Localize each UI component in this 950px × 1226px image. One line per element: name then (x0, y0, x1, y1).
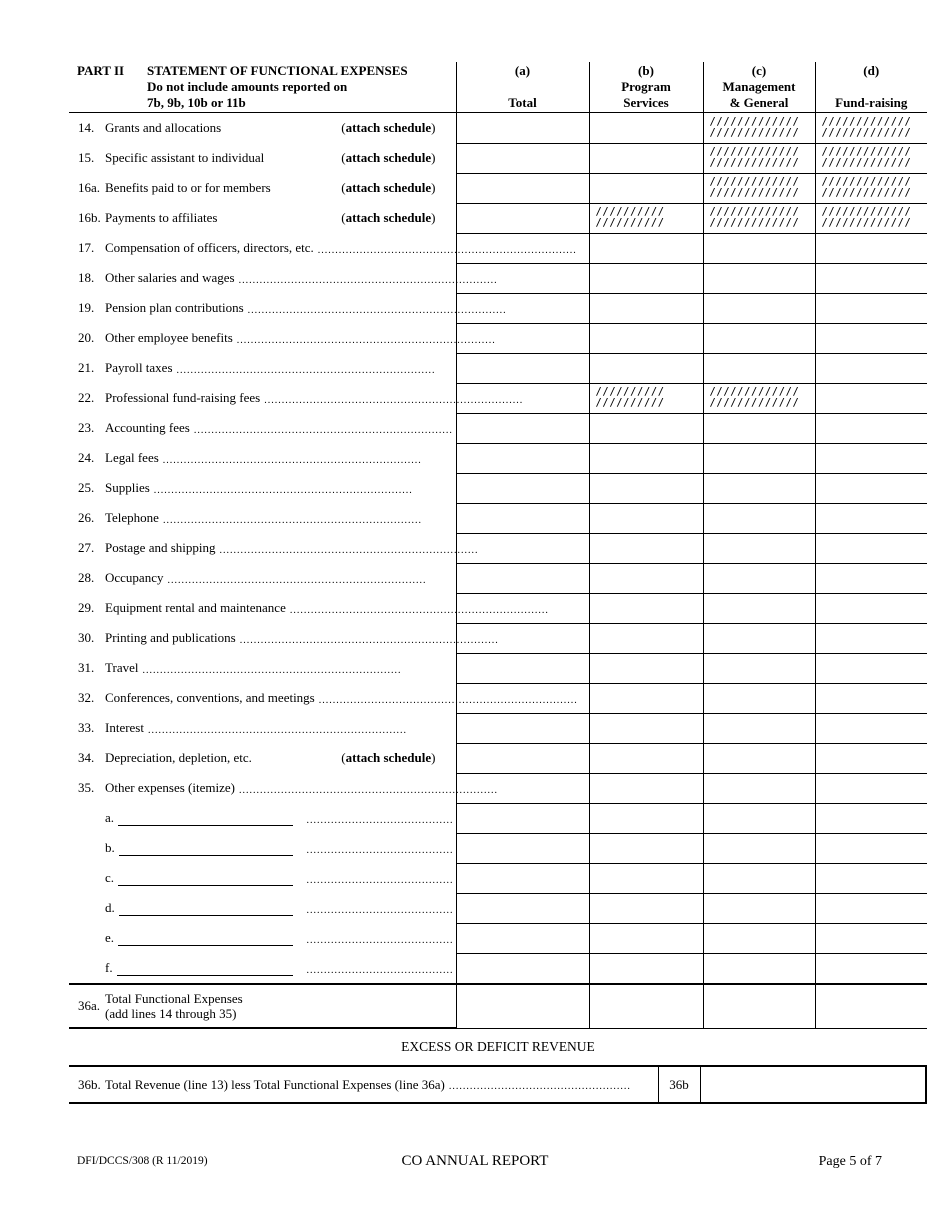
leader-dots: .......................................................................... (318, 694, 578, 706)
program-services-amount-input[interactable] (589, 803, 703, 833)
hatch-pattern: ///////////// ///////////// (709, 146, 800, 169)
expense-line-row (69, 233, 927, 263)
expense-line-row (69, 473, 927, 503)
expense-line-row (69, 443, 927, 473)
leader-dots: .......................................... (306, 964, 454, 976)
leader-dots: .......................................... (306, 814, 454, 826)
program-services-amount-input[interactable] (589, 353, 703, 383)
attach-schedule-note: (attach schedule) (341, 210, 436, 225)
fund-raising-amount-input[interactable] (815, 443, 927, 473)
leader-dots: .......................................... (306, 904, 454, 916)
hatch-pattern: ////////// ////////// (595, 386, 665, 409)
program-services-amount-input[interactable] (589, 623, 703, 653)
column-header-program-services: (b) Program Services (589, 62, 703, 113)
expense-line-row (69, 263, 927, 293)
program-services-amount-input[interactable] (589, 984, 703, 1028)
program-services-amount-input[interactable] (589, 323, 703, 353)
line-label: Supplies .......................................................................... (105, 473, 456, 503)
line-number: 32. (78, 690, 95, 705)
hatch-pattern: ///////////// ///////////// (709, 115, 800, 139)
line-label: Total Functional Expenses (add lines 14 through 35) (105, 984, 456, 1028)
line-number: 16a. (78, 180, 101, 195)
total-amount-input[interactable] (456, 863, 589, 893)
leader-dots: .......................................................................... (239, 634, 499, 646)
itemized-expense-row (69, 953, 927, 984)
program-services-amount-input[interactable] (589, 443, 703, 473)
program-services-amount-input[interactable] (589, 233, 703, 263)
leader-dots: .......................................................................... (142, 664, 402, 676)
fund-raising-amount-input[interactable] (815, 713, 927, 743)
itemized-expense-row (69, 893, 927, 923)
line-number: 17. (78, 240, 95, 255)
line-number: 15. (78, 150, 95, 165)
line-number: 25. (78, 480, 95, 495)
fund-raising-amount-input[interactable] (815, 863, 927, 893)
attach-schedule-note: (attach schedule) (341, 120, 436, 135)
line-label: Conferences, conventions, and meetings .......................................................................... (105, 690, 578, 706)
line-label: Total Revenue (line 13) less Total Functional Expenses (line 36a) .................................................... (105, 1066, 658, 1103)
management-general-shaded-cell (703, 113, 815, 144)
expense-line-row (69, 203, 927, 233)
line-label: Telephone .......................................................................... (105, 503, 456, 533)
line-label: Legal fees .......................................................................... (105, 443, 456, 473)
expense-line-row (69, 623, 927, 653)
leader-dots: .......................................... (306, 934, 454, 946)
line-number: 29. (78, 600, 95, 615)
total-functional-expenses-row (69, 984, 927, 1028)
total-amount-input[interactable] (456, 113, 589, 144)
fund-raising-amount-input[interactable] (815, 533, 927, 563)
total-amount-input[interactable] (456, 443, 589, 473)
management-general-amount-input[interactable] (703, 563, 815, 593)
management-general-amount-input[interactable] (703, 863, 815, 893)
total-amount-input[interactable] (456, 623, 589, 653)
program-services-amount-input[interactable] (589, 833, 703, 863)
part-note-1: Do not include amounts reported on (147, 79, 348, 94)
fund-raising-amount-input[interactable] (815, 833, 927, 863)
program-services-shaded-cell (589, 203, 703, 233)
leader-dots: .......................................................................... (264, 394, 524, 406)
fund-raising-amount-input[interactable] (815, 773, 927, 803)
column-header-total: (a) Total (456, 62, 589, 113)
program-services-amount-input[interactable] (589, 533, 703, 563)
program-services-amount-input[interactable] (589, 563, 703, 593)
program-services-amount-input[interactable] (589, 593, 703, 623)
attach-schedule-note: (attach schedule) (341, 150, 436, 165)
fund-raising-amount-input[interactable] (815, 593, 927, 623)
line-label: Benefits paid to or for members (attach schedule) (105, 173, 456, 203)
total-amount-input[interactable] (456, 984, 589, 1028)
line-label: Specific assistant to individual (attach schedule) (105, 143, 456, 173)
line-number: 18. (78, 270, 95, 285)
line-number: 14. (78, 120, 95, 135)
hatch-pattern: ///////////// ///////////// (709, 176, 800, 199)
page-number: Page 5 of 7 (818, 1154, 882, 1169)
hatch-pattern: ///////////// ///////////// (821, 176, 912, 199)
line-label: Accounting fees .......................................................................... (105, 420, 453, 436)
program-services-amount-input[interactable] (589, 953, 703, 984)
program-services-amount-input[interactable] (589, 503, 703, 533)
management-general-amount-input[interactable] (703, 323, 815, 353)
management-general-shaded-cell (703, 143, 815, 173)
leader-dots: .......................................................................... (176, 364, 436, 376)
itemized-label: b. .......................................... (105, 840, 454, 856)
line-label: Professional fund-raising fees .......................................................................... (105, 390, 524, 406)
leader-dots: .......................................................................... (162, 454, 422, 466)
expense-line-row (69, 713, 927, 743)
fund-raising-amount-input[interactable] (815, 653, 927, 683)
line-label: Compensation of officers, directors, etc. .......................................................................... (105, 240, 577, 256)
total-amount-input[interactable] (456, 953, 589, 984)
itemized-label: d. .......................................... (105, 900, 454, 916)
line-number: 31. (78, 660, 95, 675)
fund-raising-amount-input[interactable] (815, 323, 927, 353)
fund-raising-amount-input[interactable] (815, 353, 927, 383)
leader-dots: .......................................................................... (238, 274, 498, 286)
line-number: 19. (78, 300, 95, 315)
total-amount-input[interactable] (456, 653, 589, 683)
line-number-blank (69, 923, 105, 953)
program-services-amount-input[interactable] (589, 773, 703, 803)
expense-line-row (69, 413, 927, 443)
itemized-lines (69, 803, 927, 984)
expense-line-row (69, 323, 927, 353)
total-amount-input[interactable] (456, 383, 589, 413)
total-amount-input[interactable] (456, 503, 589, 533)
line-label: Postage and shipping .......................................................................... (105, 540, 479, 556)
attach-schedule-note: (attach schedule) (341, 750, 436, 765)
line-number-blank (69, 953, 105, 984)
line-number: 30. (78, 630, 95, 645)
expense-line-row (69, 533, 927, 563)
program-services-amount-input[interactable] (589, 173, 703, 203)
expense-line-row (69, 593, 927, 623)
line-box-label: 36b (658, 1066, 700, 1103)
excess-deficit-title: EXCESS OR DEFICIT REVENUE (401, 1039, 595, 1054)
fund-raising-amount-input[interactable] (815, 233, 927, 263)
form-id: DFI/DCCS/308 (R 11/2019) (77, 1155, 208, 1167)
fund-raising-shaded-cell (815, 113, 927, 144)
hatch-pattern: ///////////// ///////////// (821, 206, 912, 229)
management-general-amount-input[interactable] (703, 443, 815, 473)
leader-dots: .......................................................................... (236, 334, 496, 346)
management-general-amount-input[interactable] (703, 623, 815, 653)
management-general-amount-input[interactable] (703, 653, 815, 683)
total-amount-input[interactable] (456, 173, 589, 203)
expense-line-row (69, 563, 927, 593)
management-general-amount-input[interactable] (703, 803, 815, 833)
total-amount-input[interactable] (456, 203, 589, 233)
total-amount-input[interactable] (456, 533, 589, 563)
fund-raising-amount-input[interactable] (815, 803, 927, 833)
line-number-blank (69, 803, 105, 833)
line-number-blank (69, 863, 105, 893)
expense-line-row (69, 503, 927, 533)
fund-raising-shaded-cell (815, 203, 927, 233)
management-general-shaded-cell (703, 383, 815, 413)
total-amount-input[interactable] (456, 893, 589, 923)
fund-raising-amount-input[interactable] (815, 383, 927, 413)
leader-dots: .................................................... (448, 1081, 631, 1092)
line-number: 33. (78, 720, 95, 735)
hatch-pattern: ///////////// ///////////// (821, 146, 912, 169)
total-amount-input[interactable] (456, 323, 589, 353)
hatch-pattern: ///////////// ///////////// (709, 386, 800, 409)
expense-line-row (69, 143, 927, 173)
functional-expenses-form (69, 62, 927, 1104)
line-number-blank (69, 893, 105, 923)
line-label: Equipment rental and maintenance .......................................................................... (105, 600, 549, 616)
management-general-amount-input[interactable] (703, 413, 815, 443)
expense-line-row (69, 113, 927, 144)
leader-dots: .......................................... (306, 844, 454, 856)
line-number: 34. (78, 750, 95, 765)
fund-raising-amount-input[interactable] (815, 683, 927, 713)
line-label: Occupancy .......................................................................... (105, 563, 456, 593)
fund-raising-amount-input[interactable] (815, 293, 927, 323)
total-amount-input[interactable] (456, 773, 589, 803)
management-general-amount-input[interactable] (703, 503, 815, 533)
itemized-label: c. .......................................... (105, 870, 454, 886)
leader-dots: .......................................................................... (219, 544, 479, 556)
item-description-input[interactable] (119, 903, 293, 916)
expense-line-row (69, 773, 927, 803)
line-number: 27. (78, 540, 95, 555)
leader-dots: .......................................... (306, 874, 454, 886)
line-label: Other salaries and wages .......................................................................... (105, 270, 498, 286)
program-services-amount-input[interactable] (589, 743, 703, 773)
expense-line-row (69, 353, 927, 383)
management-general-amount-input[interactable] (703, 353, 815, 383)
table-header (69, 62, 927, 113)
total-amount-input[interactable] (456, 593, 589, 623)
line-number: 36a. (69, 984, 105, 1028)
item-description-input[interactable] (118, 933, 292, 946)
expense-lines (69, 113, 927, 804)
management-general-amount-input[interactable] (703, 923, 815, 953)
total-amount-input[interactable] (456, 293, 589, 323)
program-services-shaded-cell (589, 383, 703, 413)
fund-raising-amount-input[interactable] (815, 893, 927, 923)
fund-raising-amount-input[interactable] (815, 953, 927, 984)
management-general-shaded-cell (703, 173, 815, 203)
excess-revenue-input[interactable] (700, 1066, 926, 1103)
leader-dots: .......................................................................... (147, 724, 407, 736)
fund-raising-amount-input[interactable] (815, 563, 927, 593)
item-description-input[interactable] (117, 963, 293, 976)
part-title: STATEMENT OF FUNCTIONAL EXPENSES (147, 63, 408, 78)
management-general-amount-input[interactable] (703, 743, 815, 773)
management-general-amount-input[interactable] (703, 293, 815, 323)
program-services-amount-input[interactable] (589, 113, 703, 144)
program-services-amount-input[interactable] (589, 923, 703, 953)
program-services-amount-input[interactable] (589, 293, 703, 323)
column-header-fund-raising: (d) Fund-raising (815, 62, 927, 113)
management-general-amount-input[interactable] (703, 473, 815, 503)
total-amount-input[interactable] (456, 743, 589, 773)
fund-raising-shaded-cell (815, 143, 927, 173)
item-description-input[interactable] (118, 873, 292, 886)
line-label: Payroll taxes .......................................................................... (105, 353, 456, 383)
management-general-amount-input[interactable] (703, 984, 815, 1028)
management-general-amount-input[interactable] (703, 593, 815, 623)
expense-line-row (69, 383, 927, 413)
management-general-amount-input[interactable] (703, 893, 815, 923)
itemized-label: a. .......................................... (105, 810, 454, 826)
part-header (69, 62, 456, 113)
total-amount-input[interactable] (456, 923, 589, 953)
fund-raising-amount-input[interactable] (815, 743, 927, 773)
management-general-amount-input[interactable] (703, 233, 815, 263)
fund-raising-amount-input[interactable] (815, 413, 927, 443)
expense-line-row (69, 173, 927, 203)
expense-line-row (69, 293, 927, 323)
column-header-management-general: (c) Management & General (703, 62, 815, 113)
line-number: 16b. (78, 210, 101, 225)
fund-raising-amount-input[interactable] (815, 473, 927, 503)
program-services-amount-input[interactable] (589, 653, 703, 683)
item-description-input[interactable] (119, 843, 293, 856)
line-label: Pension plan contributions .......................................................................... (105, 300, 507, 316)
line-number: 24. (78, 450, 95, 465)
hatch-pattern: ///////////// ///////////// (709, 206, 800, 229)
excess-revenue-table (69, 1065, 927, 1104)
leader-dots: .......................................................................... (289, 604, 549, 616)
management-general-amount-input[interactable] (703, 713, 815, 743)
line-label: Other employee benefits .......................................................................... (105, 330, 496, 346)
total-amount-input[interactable] (456, 683, 589, 713)
total-amount-input[interactable] (456, 563, 589, 593)
program-services-amount-input[interactable] (589, 413, 703, 443)
management-general-amount-input[interactable] (703, 773, 815, 803)
total-amount-input[interactable] (456, 143, 589, 173)
itemized-expense-row (69, 863, 927, 893)
part-note-2: 7b, 9b, 10b or 11b (147, 95, 246, 110)
fund-raising-amount-input[interactable] (815, 263, 927, 293)
management-general-amount-input[interactable] (703, 833, 815, 863)
fund-raising-amount-input[interactable] (815, 623, 927, 653)
total-amount-input[interactable] (456, 263, 589, 293)
program-services-amount-input[interactable] (589, 863, 703, 893)
line-number: 21. (78, 360, 95, 375)
revenue-row (69, 1066, 926, 1103)
line-label: Travel .......................................................................... (105, 653, 456, 683)
line-label: Payments to affiliates (attach schedule) (105, 203, 456, 233)
expenses-table (69, 62, 927, 1029)
hatch-pattern: ////////// ////////// (595, 206, 665, 229)
fund-raising-shaded-cell (815, 173, 927, 203)
line-number: 28. (78, 570, 95, 585)
itemized-expense-row (69, 833, 927, 863)
management-general-shaded-cell (703, 203, 815, 233)
line-label: Interest .......................................................................... (105, 713, 456, 743)
program-services-amount-input[interactable] (589, 683, 703, 713)
attach-schedule-note: (attach schedule) (341, 180, 436, 195)
program-services-amount-input[interactable] (589, 473, 703, 503)
itemized-label: f. .......................................... (105, 960, 454, 976)
fund-raising-amount-input[interactable] (815, 923, 927, 953)
leader-dots: .......................................................................... (167, 574, 427, 586)
line-label: Depreciation, depletion, etc. (attach schedule) (105, 743, 456, 773)
total-amount-input[interactable] (456, 803, 589, 833)
leader-dots: .......................................................................... (153, 484, 413, 496)
line-number: 20. (78, 330, 95, 345)
total-amount-input[interactable] (456, 473, 589, 503)
total-amount-input[interactable] (456, 833, 589, 863)
line-number-blank (69, 833, 105, 863)
program-services-amount-input[interactable] (589, 713, 703, 743)
item-description-input[interactable] (118, 813, 292, 826)
management-general-amount-input[interactable] (703, 683, 815, 713)
itemized-expense-row (69, 923, 927, 953)
program-services-amount-input[interactable] (589, 143, 703, 173)
total-amount-input[interactable] (456, 713, 589, 743)
part-label: PART II (77, 63, 125, 78)
management-general-amount-input[interactable] (703, 263, 815, 293)
line-number: 36b. (78, 1076, 101, 1092)
program-services-amount-input[interactable] (589, 893, 703, 923)
leader-dots: .......................................................................... (238, 784, 498, 796)
line-label: Grants and allocations (attach schedule) (105, 113, 456, 144)
line-label: Other expenses (itemize) .......................................................................... (105, 780, 498, 796)
expense-line-row (69, 683, 927, 713)
management-general-amount-input[interactable] (703, 953, 815, 984)
line-number: 26. (78, 510, 95, 525)
hatch-pattern: ///////////// ///////////// (821, 115, 912, 139)
expense-line-row (69, 653, 927, 683)
program-services-amount-input[interactable] (589, 263, 703, 293)
total-amount-input[interactable] (456, 233, 589, 263)
line-number: 23. (78, 420, 95, 435)
report-title: CO ANNUAL REPORT (401, 1153, 549, 1169)
line-label: Printing and publications .......................................................................... (105, 630, 499, 646)
line-number: 35. (78, 780, 95, 795)
leader-dots: .......................................................................... (317, 244, 577, 256)
total-amount-input[interactable] (456, 413, 589, 443)
leader-dots: .......................................................................... (193, 424, 453, 436)
fund-raising-amount-input[interactable] (815, 984, 927, 1028)
leader-dots: .......................................................................... (162, 514, 422, 526)
line-number: 22. (78, 390, 95, 405)
itemized-expense-row (69, 803, 927, 833)
leader-dots: .......................................................................... (247, 304, 507, 316)
total-amount-input[interactable] (456, 353, 589, 383)
expense-line-row (69, 743, 927, 773)
fund-raising-amount-input[interactable] (815, 503, 927, 533)
management-general-amount-input[interactable] (703, 533, 815, 563)
itemized-label: e. .......................................... (105, 930, 454, 946)
